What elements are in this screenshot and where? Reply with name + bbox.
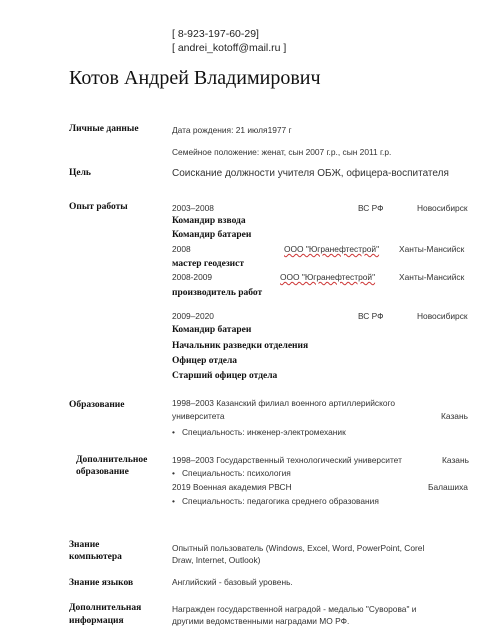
add-education-specialty: • Специальность: педагогика среднего образования (182, 496, 379, 506)
section-label-experience: Опыт работы (69, 202, 128, 212)
section-label-education: Образование (69, 400, 125, 410)
section-label-extra: информация (69, 616, 124, 626)
job-role: производитель работ (172, 288, 263, 298)
contact-email: [ andrei_kotoff@mail.ru ] (172, 42, 287, 54)
computer-skills: Опытный пользователь (Windows, Excel, Word, PowerPoint, Corel (172, 543, 425, 553)
job-city: Новосибирск (417, 203, 468, 213)
computer-skills: Draw, Internet, Outlook) (172, 555, 261, 565)
add-education-specialty: • Специальность: психология (182, 468, 291, 478)
job-org: ООО "Югранефтестрой" (280, 272, 376, 282)
add-education-city: Казань (442, 455, 469, 465)
job-city: Ханты-Мансийск (399, 272, 465, 282)
extra-info: Награжден государственной наградой - медалью "Суворова" и (172, 604, 417, 614)
birth-date: Дата рождения: 21 июля1977 г (172, 125, 292, 135)
section-label-computer: Знание (69, 540, 100, 550)
section-label-goal: Цель (69, 168, 91, 178)
job-dates: 2008-2009 (172, 272, 213, 282)
languages-text: Английский - базовый уровень. (172, 577, 293, 587)
section-label-add-education: Дополнительное (76, 455, 148, 465)
section-label-add-education: образование (76, 467, 129, 477)
education-specialty: • Специальность: инженер-электромеханик (182, 427, 346, 437)
contact-phone: [ 8-923-197-60-29] (172, 28, 259, 40)
job-org: ВС РФ (358, 311, 384, 321)
education-city: Казань (441, 411, 468, 421)
add-education-city: Балашиха (428, 482, 468, 492)
job-dates: 2003–2008 (172, 203, 214, 213)
job-role: Старший офицер отдела (172, 371, 278, 381)
job-role: Командир батареи (172, 325, 252, 335)
section-label-extra: Дополнительная (69, 603, 142, 613)
job-role: Офицер отдела (172, 356, 238, 366)
job-role: Командир батареи (172, 230, 252, 240)
job-role: мастер геодезист (172, 259, 244, 269)
section-label-personal: Личные данные (69, 124, 139, 134)
job-org: ВС РФ (358, 203, 384, 213)
education-line: 1998–2003 Казанский филиал военного артиллерийского (172, 398, 396, 408)
section-label-computer: компьютера (69, 552, 122, 562)
education-line: университета (172, 411, 225, 421)
add-education-item: 1998–2003 Государственный технологический университет (172, 455, 402, 465)
job-role: Командир взвода (172, 216, 246, 226)
section-label-languages: Знание языков (69, 578, 134, 588)
job-dates: 2009–2020 (172, 311, 214, 321)
full-name: Котов Андрей Владимирович (69, 67, 321, 89)
job-org: ООО "Югранефтестрой" (284, 244, 380, 254)
extra-info: другими ведомственными наградами МО РФ. (172, 616, 350, 626)
goal-text: Соискание должности учителя ОБЖ, офицера-воспитателя (172, 168, 449, 179)
job-role: Начальник разведки отделения (172, 341, 309, 351)
family-status: Семейное положение: женат, сын 2007 г.р., сын 2011 г.р. (172, 147, 392, 157)
job-city: Новосибирск (417, 311, 468, 321)
add-education-item: 2019 Военная академия РВСН (172, 482, 292, 492)
job-city: Ханты-Мансийск (399, 244, 465, 254)
job-dates: 2008 (172, 244, 191, 254)
